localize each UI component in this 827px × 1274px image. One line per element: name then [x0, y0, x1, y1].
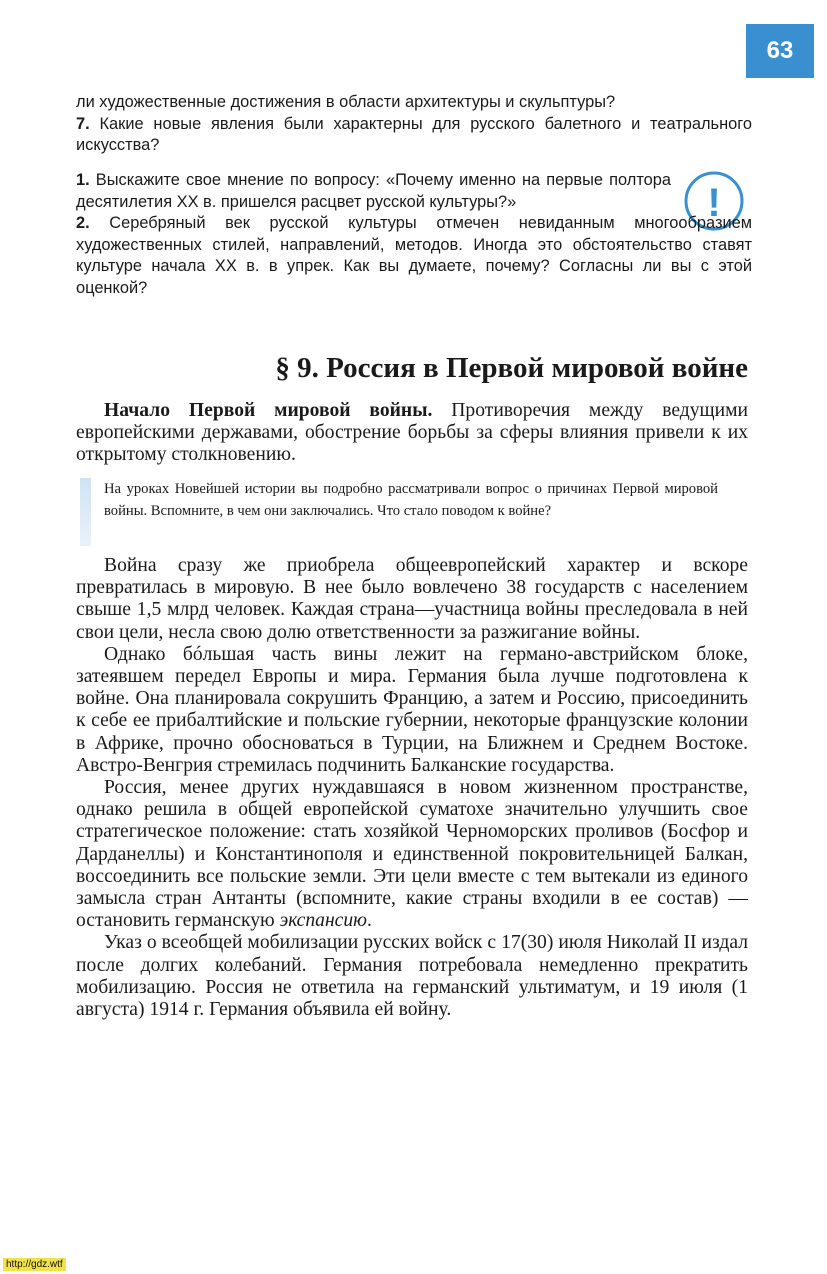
section-title: § 9. Россия в Первой мировой войне: [275, 352, 748, 384]
paragraph-1: Война сразу же приобрела общеевропейский характер и вскоре превратилась в мировую. В нее было вовлечено 38 государств с населением свыше 1,5 млрд человек. Каждая страна—участница войны преследовала в ней свои цели, несла свою долю ответственности за разжигание войны.: [76, 555, 748, 643]
think-question-1: [76, 170, 671, 213]
page-number: 63: [766, 37, 794, 64]
body-text: [76, 555, 748, 1021]
think-question-2-text: Серебряный век русской культуры отмечен невиданным многообразием художественных стилей, направлений, методов. Иногда это обстоятельство ставят культуре начала XX в. в упрек. Как вы думаете, почему? Согласны ли вы с этой оценкой?: [76, 214, 752, 297]
paragraph-3-text: Россия, менее других нуждавшаяся в новом жизненном пространстве, однако решила в общей европейской суматохе значительно улучшить свое стратегическое положение: стать хозяйкой Черноморских проливов (Босфор и Дарданеллы) и Константинополя и единственной покровительницей Балкан, воссоединить все польские земли. Эти цели вместе с тем вытекали из единого замысла стран Антанты (вспомните, какие страны входили в ее состав) — остановить германскую: [76, 777, 748, 932]
intro-paragraph: [76, 400, 748, 467]
question-7-text: Какие новые явления были характерны для русского балетного и театрального искусства?: [76, 114, 752, 154]
paragraph-4: Указ о всеобщей мобилизации русских войск с 17(30) июля Николай II издал после долгих колебаний. Германия потребовала немедленно прекратить мобилизацию. Россия не ответила на германский ультиматум, и 19 июля (1 августа) 1914 г. Германия объявила ей войну.: [76, 932, 748, 1021]
watermark-link[interactable]: http://gdz.wtf: [3, 1258, 66, 1271]
paragraph-3-term: экспансию: [279, 910, 367, 932]
question-continuation: ли художественные достижения в области архитектуры и скульптуры?: [76, 93, 616, 111]
think-question-1-number: 1.: [76, 171, 90, 189]
page-number-badge: [746, 24, 814, 78]
paragraph-2: Однако бóльшая часть вины лежит на германо-австрийском блоке, затеявшем передел Европы и мира. Германия была лучше подготовлена к войне. Она планировала сокрушить Францию, а затем и Россию, присоединить к себе ее прибалтийские и польские губернии, некоторые французские колонии в Африке, прочно обосноваться в Турции, на Ближнем и Среднем Востоке. Австро-Венгрия стремилась подчинить Балканские государства.: [76, 643, 748, 776]
intro-text: Противоречия между ведущими европейскими державами, обострение борьбы за сферы влияния привели к их открытому столкновению.: [76, 400, 748, 466]
paragraph-3: [76, 777, 748, 932]
question-7-number: 7.: [76, 114, 90, 133]
exclamation-mark: !: [707, 181, 721, 225]
think-question-2-number: 2.: [76, 214, 90, 232]
question-7: [76, 114, 752, 157]
intro-heading: Начало Первой мировой войны.: [104, 400, 433, 421]
think-questions: [76, 170, 752, 299]
think-question-2: [76, 213, 752, 299]
questions-top: [76, 92, 752, 157]
recall-side-bar: [80, 478, 91, 546]
recall-note: На уроках Новейшей истории вы подробно рассматривали вопрос о причинах Первой мировой войны. Вспомните, в чем они заключались. Что стало поводом к войне?: [104, 481, 718, 519]
think-question-1-text: Выскажите свое мнение по вопросу: «Почему именно на первые полтора десятилетия XX в. пришелся расцвет русской культуры?»: [76, 171, 671, 211]
paragraph-3-end: .: [366, 910, 372, 932]
